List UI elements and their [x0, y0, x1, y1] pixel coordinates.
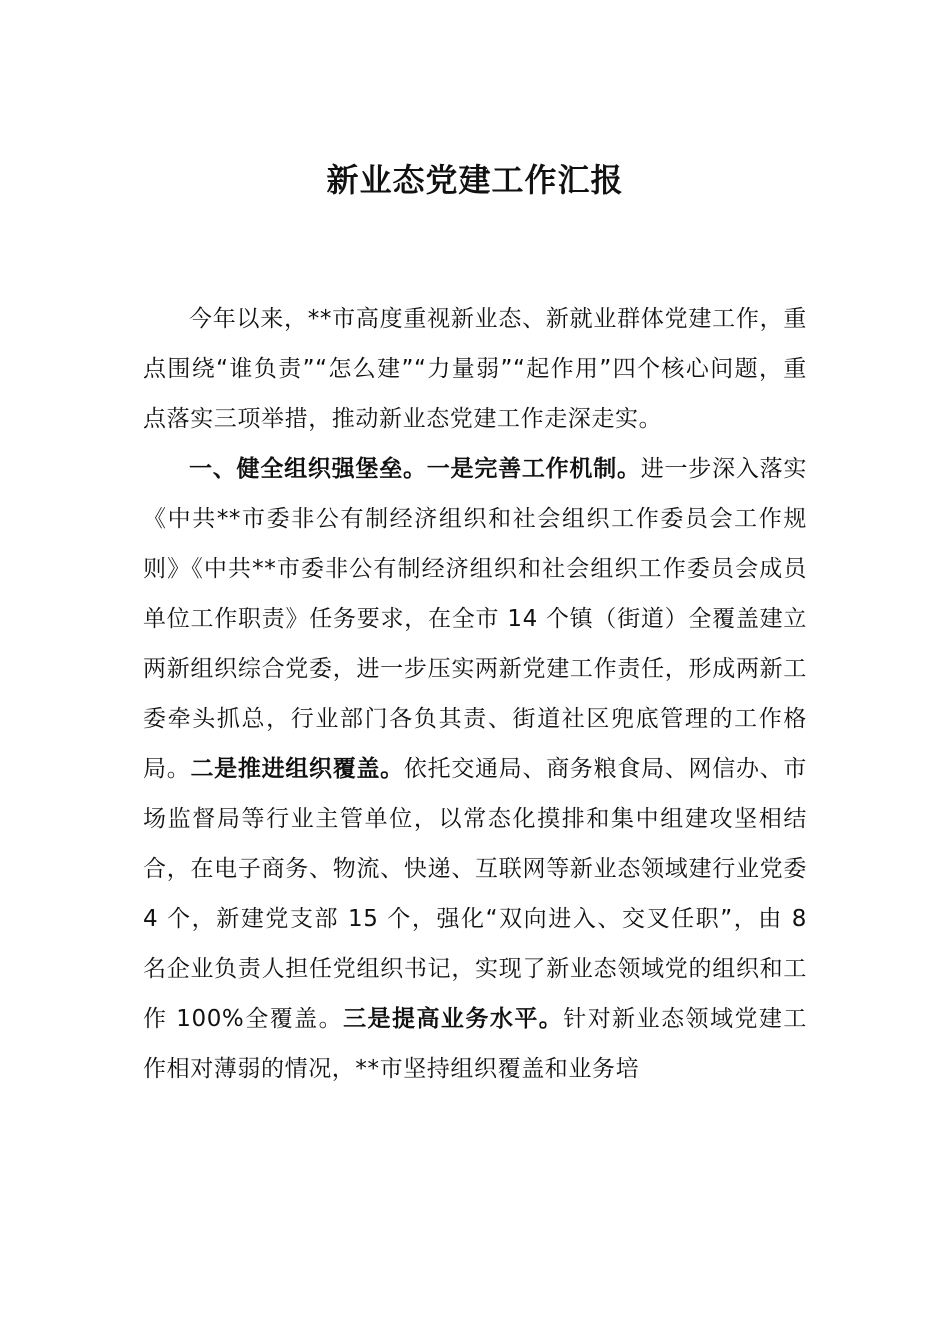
- paragraph-text: 针对新业态领域党建工作相对薄弱的情况，**市坚持组织覆盖和业务培: [143, 1006, 807, 1082]
- point-heading-one: 一是完善工作机制。: [426, 456, 641, 482]
- paragraph-text: 依托交通局、商务粮食局、网信办、市场监督局等行业主管单位，以常态化摸排和集中组建攻坚相结合，在电子商务、物流、快递、互联网等新业态领域建行业党委 4 个，新建党支部 15 个，强化“双向进入、交叉任职”，由 8 名企业负责人担任党组织书记，实现了新业态领域党的组织和工作 100%全覆盖。: [143, 756, 807, 1032]
- point-heading-two: 二是推进组织覆盖。: [190, 756, 404, 782]
- paragraph-text: 今年以来，**市高度重视新业态、新就业群体党建工作，重点围绕“谁负责”“怎么建”“力量弱”“起作用”四个核心问题，重点落实三项举措，推动新业态党建工作走深走实。: [143, 306, 807, 432]
- point-heading-three: 三是提高业务水平。: [343, 1006, 564, 1032]
- document-body: [143, 294, 807, 1094]
- paragraph-intro: [143, 294, 807, 444]
- paragraph-section-one: [143, 444, 807, 1094]
- document-title: 新业态党建工作汇报: [326, 161, 624, 199]
- paragraph-text: 进一步深入落实《中共**市委非公有制经济组织和社会组织工作委员会工作规则》《中共**市委非公有制经济组织和社会组织工作委员会成员单位工作职责》任务要求，在全市 14 个镇（街道）全覆盖建立两新组织综合党委，进一步压实两新党建工作责任，形成两新工委牵头抓总，行业部门各负其责、街道社区兜底管理的工作格局。: [143, 456, 808, 782]
- section-heading: 一、健全组织强堡垒。: [189, 456, 427, 482]
